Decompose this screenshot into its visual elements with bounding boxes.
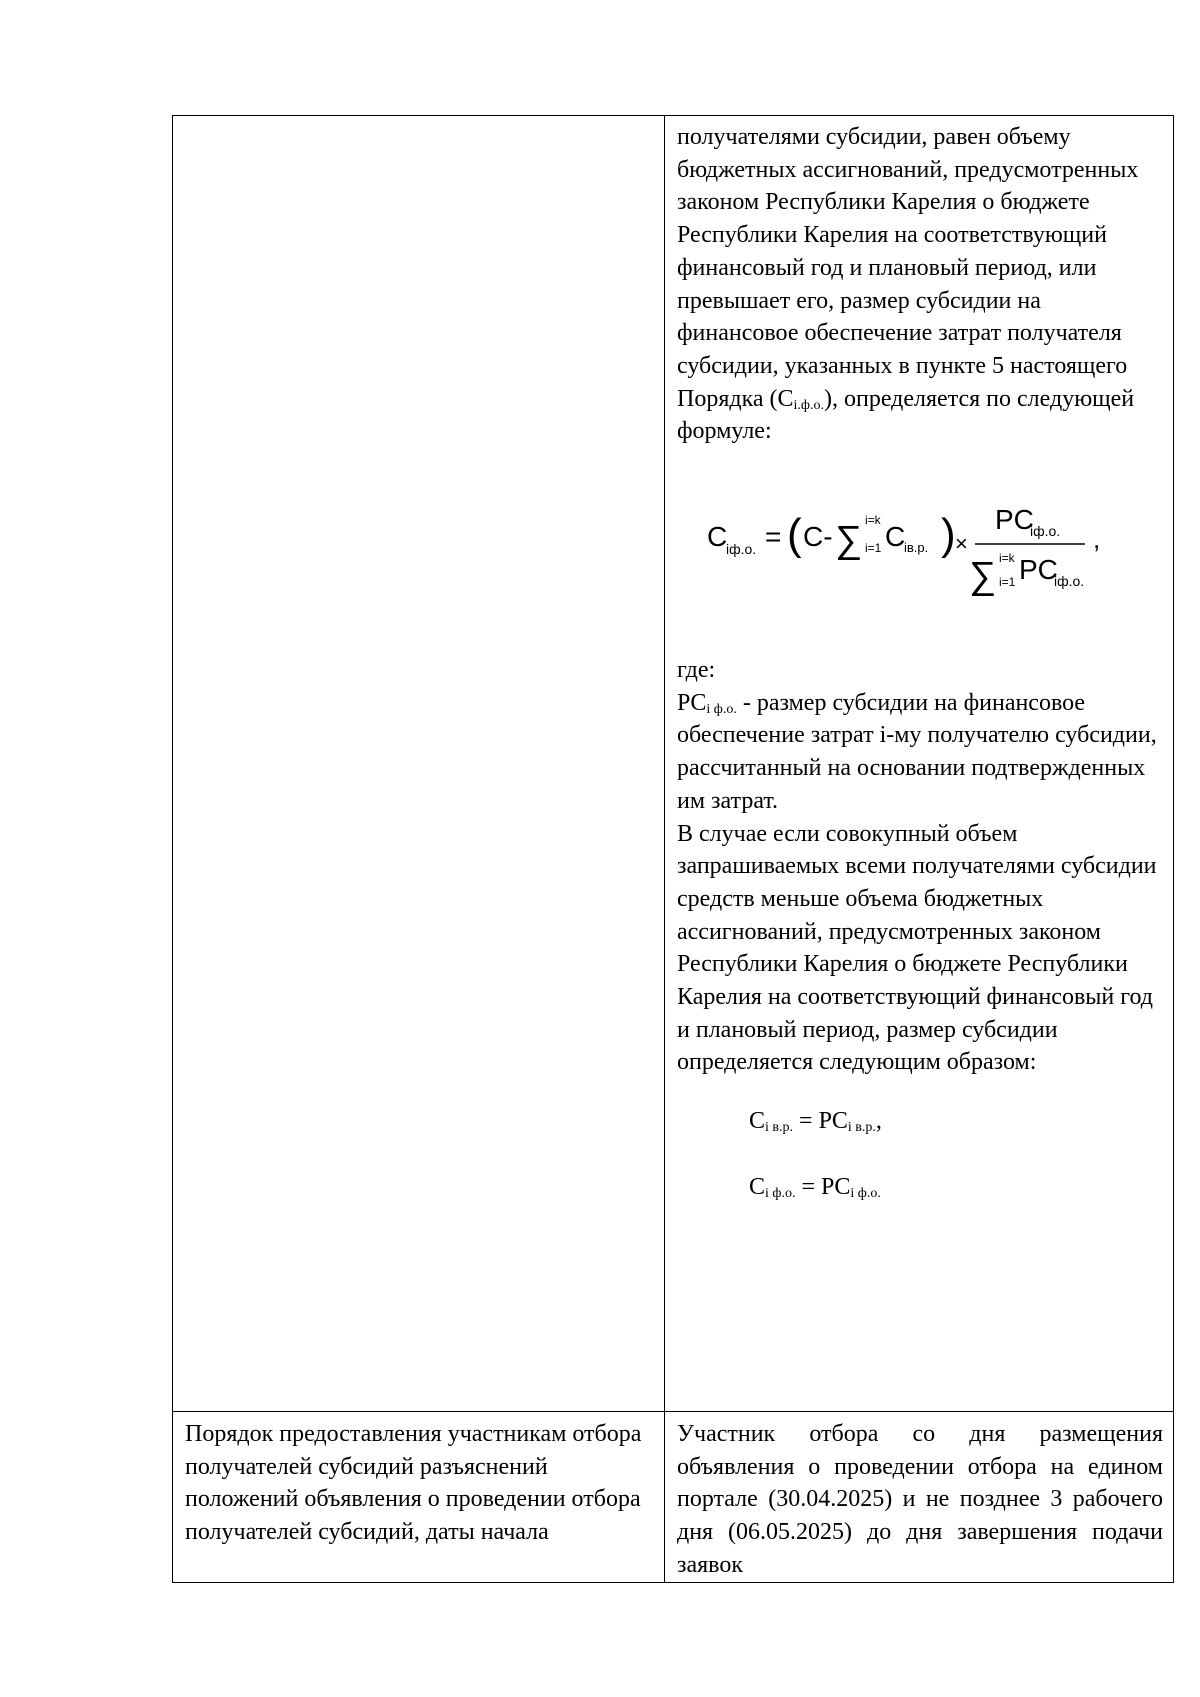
formula-num-sub: iф.о. — [1030, 523, 1061, 540]
pc-definition — [677, 687, 1163, 818]
paragraph-case: В случае если совокупный объем запрашиваемых всеми получателями субсидии средств меньше объема бюджетных ассигнований, предусмотренных законом Республики Карелия о бюджете Республики Карелия на соответствующий финансовый год и плановый период, размер субсидии определяется следующим образом: — [677, 820, 1157, 1076]
formula-num: PC — [995, 504, 1034, 536]
table-cell-left-empty — [173, 116, 665, 1412]
where-label: где: — [677, 657, 716, 684]
pc-symbol: PC — [677, 689, 707, 716]
formula-lhs: C — [707, 521, 728, 553]
formula-den-sub: iф.о. — [1054, 573, 1085, 590]
table-row — [173, 1412, 1174, 1583]
formula-den: PC — [1019, 554, 1058, 586]
formula-paren-close: ) — [941, 510, 956, 560]
formula-den-sum-sign: ∑ — [969, 555, 997, 598]
formula-comma: , — [1093, 524, 1101, 555]
formula-sum-sign: ∑ — [835, 519, 863, 562]
formula-graphic — [707, 496, 1127, 606]
formula-paren-open: ( — [787, 510, 802, 560]
formula-times: × — [955, 531, 968, 557]
formula-lhs-sub: iф.о. — [726, 541, 757, 558]
table-cell-left — [173, 1412, 665, 1583]
formula-civr-eq: $C_{i в.р.} = PC_{i в.р.}$, — [749, 1108, 882, 1136]
pc-definition-text: - размер субсидии на финансовое обеспечение затрат i-му получателю субсидии, рассчитанный на основании подтвержденных им затрат. — [677, 689, 1157, 814]
subsidy-formula — [707, 496, 1163, 616]
subscript: i.ф.о. — [793, 397, 824, 413]
paragraph-text: получателями субсидии, равен объему бюджетных ассигнований, предусмотренных законом Республики Карелия о бюджете Республики Карелия на соответствующий финансовый год и плановый период, или превышает его, размер субсидии на финансовое обеспечение затрат получателя субсидии, указанных в пункте 5 настоящего Порядка (С — [677, 124, 1139, 412]
formula-eq: = — [765, 521, 782, 553]
formula-den-sum-bottom: i=1 — [999, 575, 1016, 590]
formula-cifo-eq: $C_{i ф.о.} = PC_{i ф.о.}$ — [749, 1173, 881, 1201]
formula-sum-top: i=k — [865, 513, 881, 528]
paragraph-intro — [677, 121, 1163, 448]
formula-den-sum-top: i=k — [999, 551, 1015, 566]
paragraph-text-end: ), определяется по следующей формуле: — [677, 385, 1135, 445]
clarification-order-label: Порядок предоставления участникам отбора получателей субсидий разъяснений положений объявления о проведении отбора получателей субсидий, даты начала — [185, 1421, 642, 1546]
table-cell-right — [665, 1412, 1174, 1583]
pc-subscript: i ф.о. — [706, 701, 737, 717]
document-table — [172, 115, 1174, 1583]
formula-civr-sub: iв.р. — [904, 540, 929, 556]
table-cell-right — [665, 116, 1174, 1412]
table-row — [173, 116, 1174, 1412]
formula-sum-bottom: i=1 — [865, 541, 882, 556]
clarification-order-text: Участник отбора со дня размещения объявления о проведении отбора на едином портале (30.04.2025) и не позднее 3 рабочего дня (06.05.2025) до дня завершения подачи заявок — [677, 1421, 1163, 1578]
formula-civr: C — [885, 521, 906, 553]
formula-c: C- — [803, 521, 833, 553]
